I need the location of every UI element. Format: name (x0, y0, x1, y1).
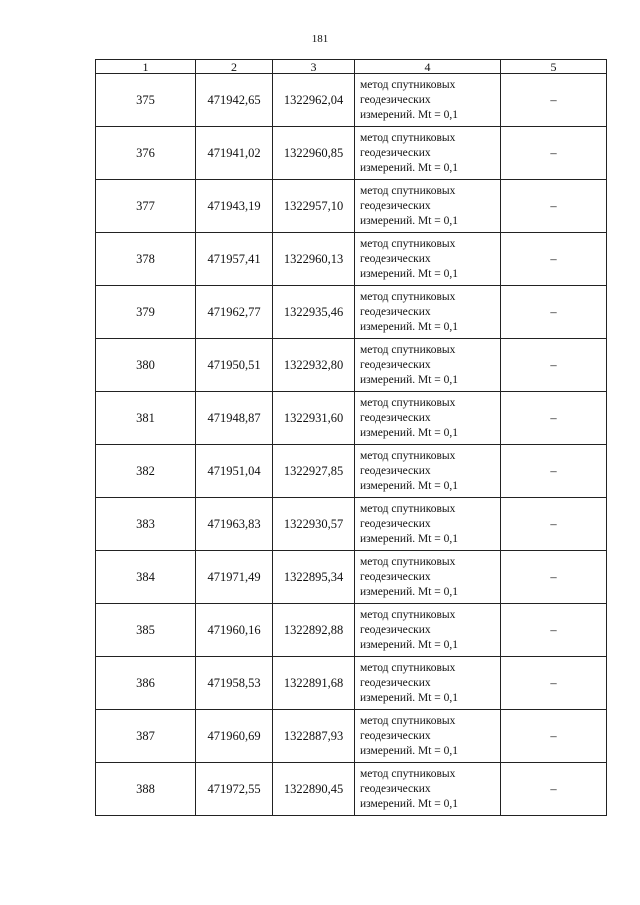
point-number-cell: 378 (96, 233, 196, 286)
coordinates-table (95, 59, 607, 816)
x-coordinate-cell: 471948,87 (196, 392, 273, 445)
point-number-cell: 388 (96, 763, 196, 816)
y-coordinate-cell: 1322957,10 (273, 180, 355, 233)
note-cell: – (501, 339, 607, 392)
note-cell: – (501, 657, 607, 710)
x-coordinate-cell: 471962,77 (196, 286, 273, 339)
point-number-cell: 375 (96, 74, 196, 127)
method-cell (355, 339, 501, 392)
method-text: метод спутниковых геодезических измерений. Mt = 0,1 (360, 343, 459, 386)
table-row (96, 74, 607, 127)
column-header: 5 (501, 60, 607, 74)
table-row (96, 127, 607, 180)
column-header: 3 (273, 60, 355, 74)
x-coordinate-cell: 471957,41 (196, 233, 273, 286)
y-coordinate-cell: 1322960,13 (273, 233, 355, 286)
method-text: метод спутниковых геодезических измерений. Mt = 0,1 (360, 237, 459, 280)
point-number-cell: 379 (96, 286, 196, 339)
point-number-cell: 386 (96, 657, 196, 710)
point-number-cell: 384 (96, 551, 196, 604)
table-row (96, 392, 607, 445)
table-row (96, 657, 607, 710)
method-cell (355, 286, 501, 339)
y-coordinate-cell: 1322892,88 (273, 604, 355, 657)
point-number-cell: 385 (96, 604, 196, 657)
header-row (96, 60, 607, 74)
x-coordinate-cell: 471943,19 (196, 180, 273, 233)
table-row (96, 498, 607, 551)
method-cell (355, 763, 501, 816)
method-cell (355, 551, 501, 604)
method-text: метод спутниковых геодезических измерений. Mt = 0,1 (360, 78, 459, 121)
note-cell: – (501, 763, 607, 816)
y-coordinate-cell: 1322891,68 (273, 657, 355, 710)
column-header: 2 (196, 60, 273, 74)
y-coordinate-cell: 1322935,46 (273, 286, 355, 339)
table-row (96, 710, 607, 763)
table-row (96, 233, 607, 286)
note-cell: – (501, 710, 607, 763)
point-number-cell: 381 (96, 392, 196, 445)
method-text: метод спутниковых геодезических измерений. Mt = 0,1 (360, 449, 459, 492)
y-coordinate-cell: 1322960,85 (273, 127, 355, 180)
method-cell (355, 498, 501, 551)
note-cell: – (501, 286, 607, 339)
note-cell: – (501, 445, 607, 498)
method-cell (355, 233, 501, 286)
note-cell: – (501, 180, 607, 233)
method-cell (355, 445, 501, 498)
y-coordinate-cell: 1322927,85 (273, 445, 355, 498)
point-number-cell: 377 (96, 180, 196, 233)
y-coordinate-cell: 1322895,34 (273, 551, 355, 604)
table-row (96, 286, 607, 339)
x-coordinate-cell: 471951,04 (196, 445, 273, 498)
method-text: метод спутниковых геодезических измерений. Mt = 0,1 (360, 555, 459, 598)
point-number-cell: 376 (96, 127, 196, 180)
x-coordinate-cell: 471950,51 (196, 339, 273, 392)
method-text: метод спутниковых геодезических измерений. Mt = 0,1 (360, 608, 459, 651)
x-coordinate-cell: 471971,49 (196, 551, 273, 604)
x-coordinate-cell: 471972,55 (196, 763, 273, 816)
note-cell: – (501, 233, 607, 286)
table-row (96, 604, 607, 657)
method-text: метод спутниковых геодезических измерений. Mt = 0,1 (360, 502, 459, 545)
method-cell (355, 127, 501, 180)
method-text: метод спутниковых геодезических измерений. Mt = 0,1 (360, 661, 459, 704)
table-row (96, 551, 607, 604)
method-cell (355, 180, 501, 233)
x-coordinate-cell: 471941,02 (196, 127, 273, 180)
note-cell: – (501, 551, 607, 604)
method-text: метод спутниковых геодезических измерений. Mt = 0,1 (360, 767, 459, 810)
point-number-cell: 382 (96, 445, 196, 498)
page-number: 181 (311, 33, 329, 45)
method-text: метод спутниковых геодезических измерений. Mt = 0,1 (360, 714, 459, 757)
column-header: 4 (355, 60, 501, 74)
method-cell (355, 74, 501, 127)
table-row (96, 763, 607, 816)
y-coordinate-cell: 1322931,60 (273, 392, 355, 445)
table-row (96, 339, 607, 392)
point-number-cell: 380 (96, 339, 196, 392)
method-text: метод спутниковых геодезических измерений. Mt = 0,1 (360, 131, 459, 174)
table-row (96, 445, 607, 498)
y-coordinate-cell: 1322962,04 (273, 74, 355, 127)
method-text: метод спутниковых геодезических измерений. Mt = 0,1 (360, 184, 459, 227)
method-cell (355, 657, 501, 710)
x-coordinate-cell: 471942,65 (196, 74, 273, 127)
table-row (96, 180, 607, 233)
y-coordinate-cell: 1322887,93 (273, 710, 355, 763)
y-coordinate-cell: 1322890,45 (273, 763, 355, 816)
point-number-cell: 383 (96, 498, 196, 551)
note-cell: – (501, 74, 607, 127)
note-cell: – (501, 498, 607, 551)
x-coordinate-cell: 471958,53 (196, 657, 273, 710)
y-coordinate-cell: 1322930,57 (273, 498, 355, 551)
note-cell: – (501, 127, 607, 180)
method-text: метод спутниковых геодезических измерений. Mt = 0,1 (360, 396, 459, 439)
y-coordinate-cell: 1322932,80 (273, 339, 355, 392)
point-number-cell: 387 (96, 710, 196, 763)
method-text: метод спутниковых геодезических измерений. Mt = 0,1 (360, 290, 459, 333)
x-coordinate-cell: 471963,83 (196, 498, 273, 551)
method-cell (355, 710, 501, 763)
method-cell (355, 604, 501, 657)
note-cell: – (501, 392, 607, 445)
x-coordinate-cell: 471960,16 (196, 604, 273, 657)
method-cell (355, 392, 501, 445)
x-coordinate-cell: 471960,69 (196, 710, 273, 763)
column-header: 1 (96, 60, 196, 74)
note-cell: – (501, 604, 607, 657)
